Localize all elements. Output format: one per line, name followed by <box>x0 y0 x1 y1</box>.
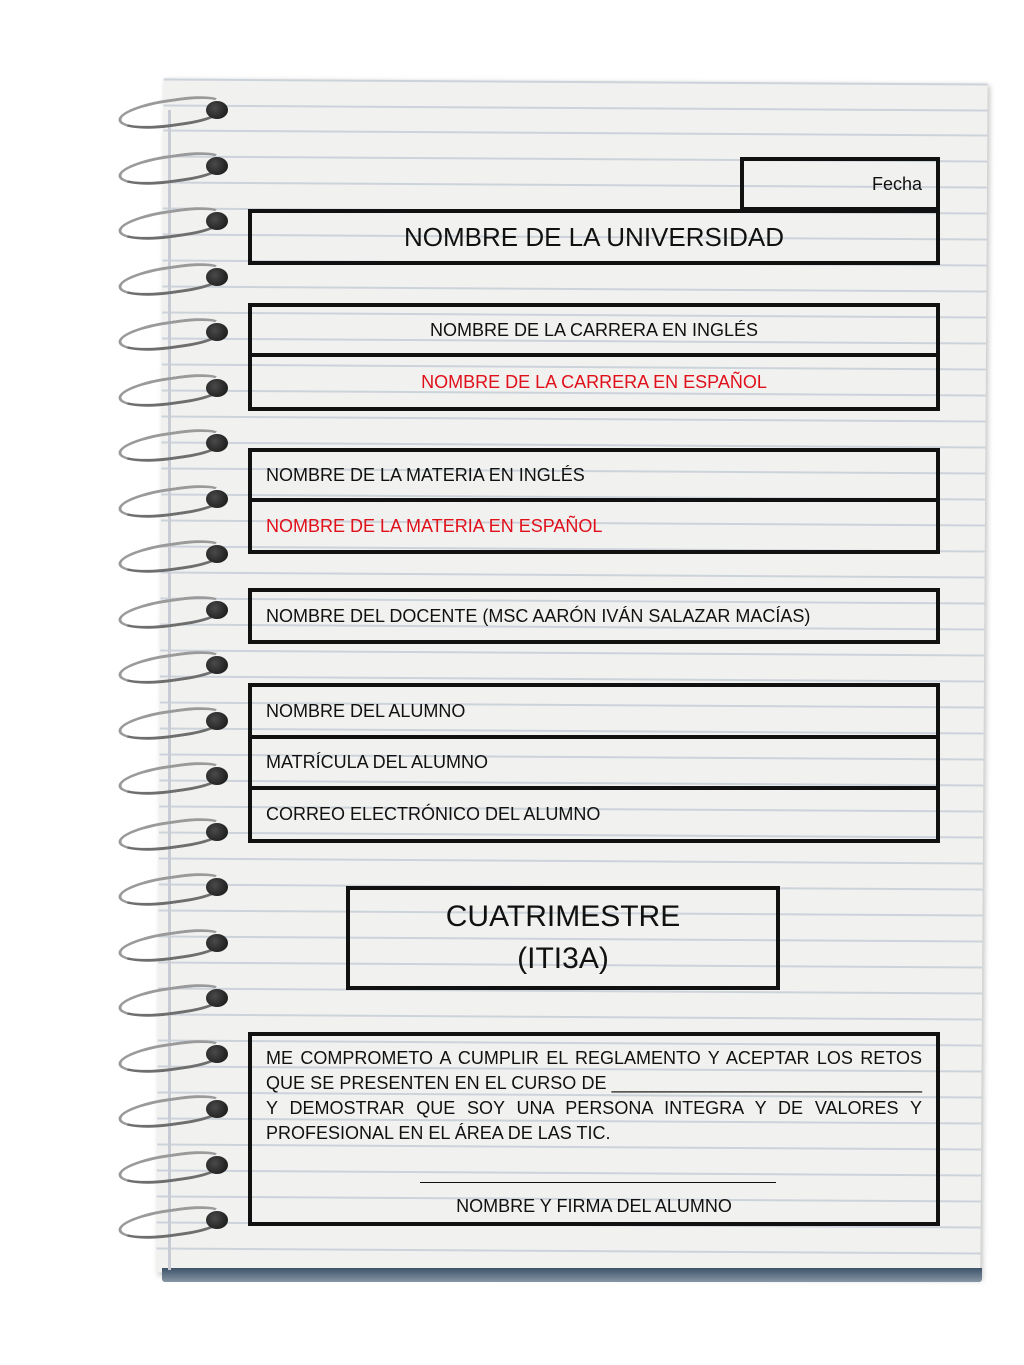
spiral-hole <box>206 601 228 619</box>
student-id-field[interactable] <box>252 739 936 786</box>
career-english-field[interactable] <box>252 307 936 353</box>
spiral-ring <box>110 983 230 1011</box>
spiral-ring <box>110 206 230 234</box>
teacher-name-field[interactable] <box>252 592 936 640</box>
spiral-ring <box>110 1150 230 1178</box>
subject-spanish-field[interactable] <box>252 502 936 550</box>
spiral-ring <box>110 262 230 290</box>
commitment-text: ME COMPROMETO A CUMPLIR EL REGLAMENTO Y ACEPTAR LOS RETOS QUE SE PRESENTEN EN EL CURSO DE _______________________________ Y DEMOSTRAR QUE SOY UNA PERSONA INTEGRA Y DE VALORES Y PROFESIONAL EN EL ÁREA DE LAS TIC. <box>266 1048 922 1143</box>
spiral-hole <box>206 490 228 508</box>
spiral-hole <box>206 989 228 1007</box>
term-title: CUATRIMESTRE <box>445 900 681 933</box>
spiral-ring <box>110 539 230 567</box>
spiral-ring <box>110 928 230 956</box>
spiral-hole <box>206 767 228 785</box>
date-label: Fecha <box>871 174 922 194</box>
spiral-hole <box>206 379 228 397</box>
notebook-bottom-edge <box>162 1268 982 1282</box>
subject-english-text: NOMBRE DE LA MATERIA EN INGLÉS <box>266 464 585 485</box>
signature-label: NOMBRE Y FIRMA DEL ALUMNO <box>456 1196 732 1216</box>
spiral-ring <box>110 1094 230 1122</box>
spiral-hole <box>206 934 228 952</box>
spiral-hole <box>206 545 228 563</box>
spiral-hole <box>206 157 228 175</box>
spiral-hole <box>206 101 228 119</box>
spiral-hole <box>206 323 228 341</box>
career-spanish-text: NOMBRE DE LA CARRERA EN ESPAÑOL <box>421 371 767 392</box>
spiral-ring <box>110 761 230 789</box>
spiral-ring <box>110 706 230 734</box>
spiral-hole <box>206 268 228 286</box>
student-email-field[interactable] <box>252 790 936 839</box>
spiral-binding <box>110 95 250 1255</box>
spiral-ring <box>110 428 230 456</box>
spiral-ring <box>110 484 230 512</box>
spiral-ring <box>110 151 230 179</box>
spiral-hole <box>206 656 228 674</box>
subject-spanish-text: NOMBRE DE LA MATERIA EN ESPAÑOL <box>266 515 603 536</box>
spiral-hole <box>206 1211 228 1229</box>
teacher-name-text: NOMBRE DEL DOCENTE (MSC AARÓN IVÁN SALAZAR MACÍAS) <box>266 605 811 626</box>
spiral-hole <box>206 212 228 230</box>
spiral-ring <box>110 872 230 900</box>
student-name-field[interactable] <box>252 687 936 735</box>
commitment-box <box>248 1032 940 1226</box>
spiral-hole <box>206 712 228 730</box>
student-name-text: NOMBRE DEL ALUMNO <box>266 700 466 721</box>
spiral-hole <box>206 1156 228 1174</box>
student-id-text: MATRÍCULA DEL ALUMNO <box>266 752 489 772</box>
spiral-ring <box>110 373 230 401</box>
spiral-ring <box>110 95 230 123</box>
signature-line[interactable] <box>420 1182 776 1183</box>
university-name-field[interactable] <box>248 209 940 265</box>
university-name-text: NOMBRE DE LA UNIVERSIDAD <box>404 221 784 252</box>
career-english-text: NOMBRE DE LA CARRERA EN INGLÉS <box>429 319 759 340</box>
term-box[interactable] <box>346 886 780 990</box>
spiral-hole <box>206 878 228 896</box>
spiral-ring <box>110 1039 230 1067</box>
spiral-ring <box>110 595 230 623</box>
spiral-ring <box>110 817 230 845</box>
term-group: (ITI3A) <box>517 942 609 975</box>
spiral-ring <box>110 317 230 345</box>
spiral-ring <box>110 650 230 678</box>
spiral-hole <box>206 823 228 841</box>
date-field[interactable] <box>740 157 940 211</box>
spiral-ring <box>110 1205 230 1233</box>
spiral-hole <box>206 1100 228 1118</box>
subject-english-field[interactable] <box>252 452 936 498</box>
spiral-hole <box>206 434 228 452</box>
career-spanish-field[interactable] <box>252 357 936 407</box>
student-email-text: CORREO ELECTRÓNICO DEL ALUMNO <box>266 804 601 824</box>
spiral-hole <box>206 1045 228 1063</box>
